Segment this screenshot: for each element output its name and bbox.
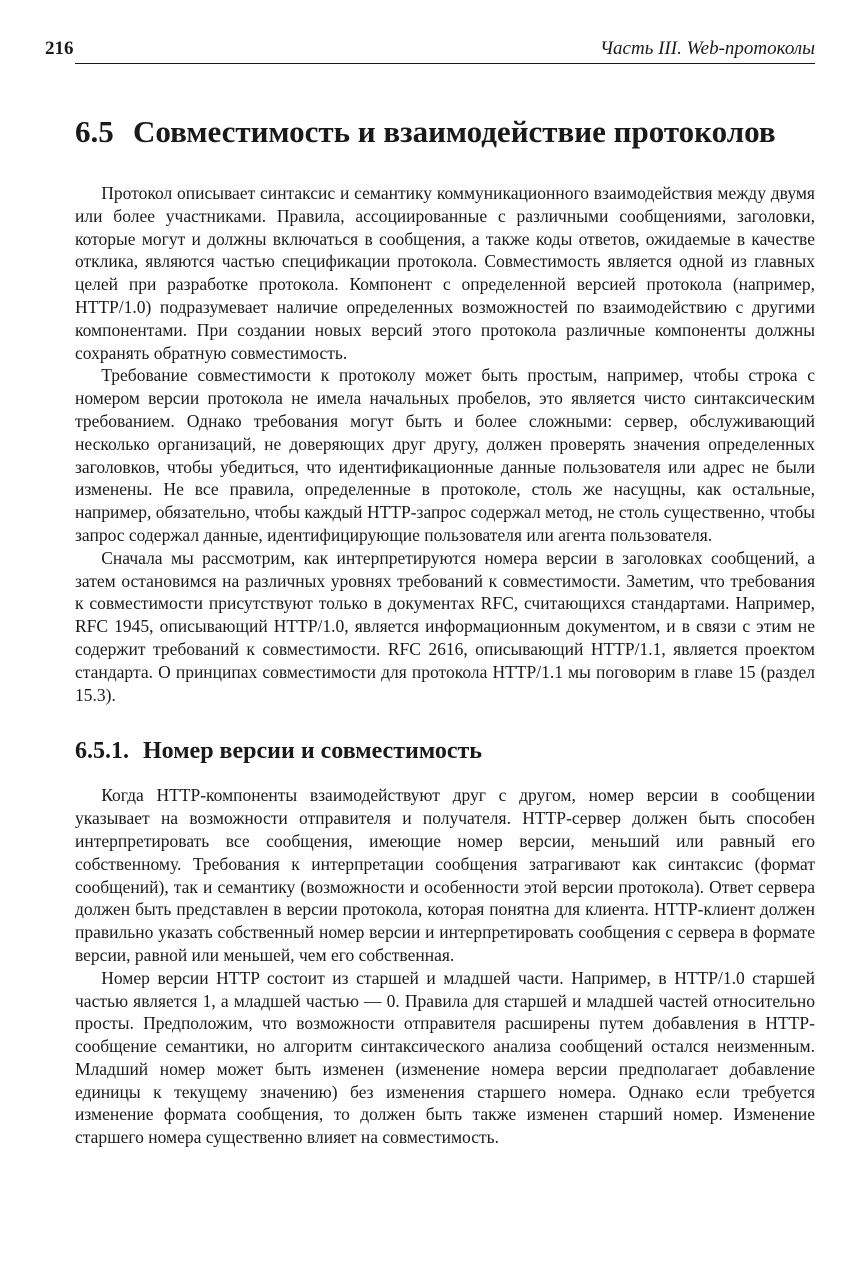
paragraph: Протокол описывает синтаксис и семантику коммуникационного взаимодействия между двумя или более участниками. Правила, ассоциированные с различными сообщениями, заголовки, которые могут и должны включаться в сообщения, а также коды ответов, ожидаемые в качестве отклика, являются частью спецификации протокола. Совместимость является одной из главных целей при разработке протокола. Компонент с определенной версией протокола (например, HTTP/1.0) подразумевает наличие определенных возможностей по взаимодействию с другими компонентами. При создании новых версий этого протокола различные компоненты должны сохранять обратную совместимость. [75, 183, 815, 363]
section-body [75, 182, 815, 706]
subsection-number: 6.5.1. [75, 738, 129, 765]
subsection-body [75, 784, 815, 1149]
paragraph: Требование совместимости к протоколу может быть простым, например, чтобы строка с номером версии протокола не имела начальных пробелов, это является чисто синтаксическим требованием. Однако требования могут быть и более сложными: сервер, обслуживающий несколько организаций, не доверяющих друг другу, должен проверять значения определенных заголовков, чтобы убедиться, что идентификационные данные пользователя или адрес не были изменены. Не все правила, определенные в протоколе, столь же насущны, как остальные, например, обязательно, чтобы каждый HTTP-запрос содержал метод, не столь существенно, чтобы запрос содержал данные, идентифицирующие пользователя или агента пользователя. [75, 365, 815, 545]
paragraph: Когда HTTP-компоненты взаимодействуют друг с другом, номер версии в сообщении указывает на возможности отправителя и получателя. HTTP-сервер должен быть способен интерпретировать все сообщения, имеющие номер версии, меньший или равный его собственному. Требования к интерпретации сообщения затрагивают как синтаксис (формат сообщений), так и семантику (возможности и особенности этой версии протокола). Ответ сервера должен быть представлен в версии протокола, которая понятна для клиента. HTTP-клиент должен правильно указать собственный номер версии и интерпретировать сообщения с сервера в формате версии, равной или меньшей, чем его собственная. [75, 785, 815, 965]
running-header [45, 38, 815, 64]
paragraph: Сначала мы рассмотрим, как интерпретируются номера версии в заголовках сообщений, а затем остановимся на различных уровнях требований к совместимости. Заметим, что требования к совместимости присутствуют только в документах RFC, считающихся стандартами. Например, RFC 1945, описывающий HTTP/1.0, является информационным документом, и в связи с этим не содержит требований к совместимости. RFC 2616, описывающий HTTP/1.1, является проектом стандарта. О принципах совместимости для протокола HTTP/1.1 мы поговорим в главе 15 (раздел 15.3). [75, 547, 815, 705]
part-title: Часть III. Web-протоколы [599, 38, 815, 59]
book-page [45, 38, 815, 1149]
section-title: Совместимость и взаимодействие протоколов [133, 114, 776, 149]
section-heading [75, 112, 815, 152]
subsection-heading [75, 736, 815, 766]
section-number: 6.5 [75, 114, 114, 149]
page-number: 216 [45, 38, 74, 59]
subsection-title: Номер версии и совместимость [143, 738, 482, 765]
paragraph: Номер версии HTTP состоит из старшей и младшей части. Например, в HTTP/1.0 старшей частью является 1, а младшей частью — 0. Правила для старшей и младшей частей относительно просты. Предположим, что возможности отправителя расширены путем добавления в HTTP-сообщение семантики, но алгоритм синтаксического анализа сообщений остался неизменным. Младший номер может быть изменен (изменение номера версии предполагает добавление единицы к текущему значению) без изменения старшего номера. Однако если требуется изменение формата сообщения, то должен быть также изменен старший номер. Изменение старшего номера существенно влияет на совместимость. [75, 967, 815, 1148]
